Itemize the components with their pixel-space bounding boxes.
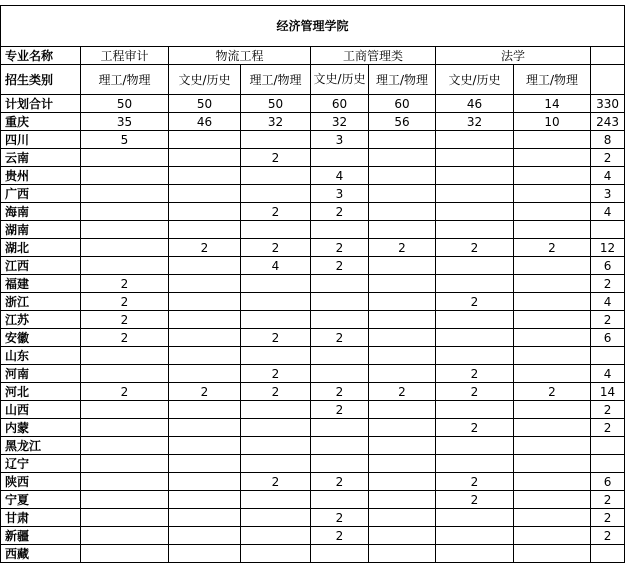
quota-cell: [169, 419, 241, 437]
table-row: [1, 257, 625, 275]
row-label: 浙江: [1, 293, 81, 311]
quota-cell: [436, 311, 514, 329]
quota-cell: 35: [81, 113, 169, 131]
quota-cell: 2: [436, 239, 514, 257]
row-total-cell: [591, 347, 625, 365]
quota-cell: [436, 545, 514, 563]
table-row: [1, 131, 625, 149]
quota-cell: 2: [241, 239, 311, 257]
quota-cell: 2: [241, 365, 311, 383]
quota-cell: 2: [436, 491, 514, 509]
quota-cell: [81, 149, 169, 167]
row-label: 重庆: [1, 113, 81, 131]
quota-cell: 32: [241, 113, 311, 131]
quota-cell: [369, 365, 436, 383]
quota-cell: [241, 293, 311, 311]
quota-cell: [369, 275, 436, 293]
table-row: [1, 437, 625, 455]
row-total-cell: 4: [591, 365, 625, 383]
quota-cell: 2: [81, 311, 169, 329]
table-row: [1, 365, 625, 383]
quota-cell: [514, 221, 591, 239]
row-label: 内蒙: [1, 419, 81, 437]
quota-cell: [436, 149, 514, 167]
row-label: 黑龙江: [1, 437, 81, 455]
quota-cell: [369, 491, 436, 509]
quota-cell: [369, 311, 436, 329]
row-total-cell: [591, 455, 625, 473]
quota-cell: [436, 329, 514, 347]
row-total-cell: 6: [591, 473, 625, 491]
table-row: [1, 185, 625, 203]
table-row: [1, 527, 625, 545]
quota-cell: 2: [369, 383, 436, 401]
quota-cell: [369, 257, 436, 275]
table-row: [1, 509, 625, 527]
quota-cell: 2: [311, 401, 369, 419]
quota-cell: [81, 185, 169, 203]
quota-cell: [436, 401, 514, 419]
quota-cell: [81, 545, 169, 563]
quota-cell: [369, 203, 436, 221]
row-total-cell: [591, 437, 625, 455]
quota-cell: 50: [81, 95, 169, 113]
row-label: 河南: [1, 365, 81, 383]
major-header-label: 专业名称: [1, 47, 81, 65]
row-total-cell: 6: [591, 329, 625, 347]
quota-cell: [311, 437, 369, 455]
title-row: [1, 6, 625, 47]
quota-cell: 2: [81, 383, 169, 401]
row-label: 河北: [1, 383, 81, 401]
quota-cell: [369, 347, 436, 365]
quota-cell: [241, 509, 311, 527]
quota-cell: [514, 329, 591, 347]
quota-cell: [81, 239, 169, 257]
quota-cell: 3: [311, 185, 369, 203]
quota-cell: [169, 347, 241, 365]
row-total-cell: 14: [591, 383, 625, 401]
table-row: [1, 149, 625, 167]
table-row: [1, 401, 625, 419]
row-label: 云南: [1, 149, 81, 167]
quota-cell: [514, 203, 591, 221]
quota-cell: [369, 437, 436, 455]
sheet-title: 经济管理学院: [1, 6, 625, 47]
quota-cell: [436, 221, 514, 239]
quota-cell: 3: [311, 131, 369, 149]
major-header-row: [1, 47, 625, 65]
quota-cell: [514, 185, 591, 203]
quota-cell: [369, 149, 436, 167]
quota-cell: [369, 419, 436, 437]
quota-cell: 32: [436, 113, 514, 131]
quota-cell: [241, 185, 311, 203]
quota-cell: [169, 437, 241, 455]
quota-cell: [436, 185, 514, 203]
quota-cell: [81, 167, 169, 185]
quota-cell: 2: [241, 383, 311, 401]
row-total-cell: 2: [591, 509, 625, 527]
row-label: 安徽: [1, 329, 81, 347]
table-row: [1, 329, 625, 347]
row-label: 湖南: [1, 221, 81, 239]
quota-cell: 60: [311, 95, 369, 113]
major-header-cell: 工商管理类: [311, 47, 436, 65]
row-label: 江苏: [1, 311, 81, 329]
row-total-cell: 2: [591, 149, 625, 167]
row-label: 四川: [1, 131, 81, 149]
quota-cell: [169, 401, 241, 419]
quota-cell: 2: [241, 149, 311, 167]
row-label: 广西: [1, 185, 81, 203]
quota-cell: [514, 365, 591, 383]
quota-cell: 2: [311, 527, 369, 545]
quota-cell: [169, 131, 241, 149]
row-total-cell: 2: [591, 401, 625, 419]
row-label: 海南: [1, 203, 81, 221]
quota-cell: 2: [436, 365, 514, 383]
quota-cell: [436, 509, 514, 527]
table-row: [1, 293, 625, 311]
row-total-cell: 12: [591, 239, 625, 257]
admissions-plan-table: [0, 5, 625, 563]
quota-cell: 2: [169, 239, 241, 257]
quota-cell: [311, 221, 369, 239]
row-label: 江西: [1, 257, 81, 275]
quota-cell: 2: [81, 275, 169, 293]
quota-cell: [311, 275, 369, 293]
quota-cell: [436, 347, 514, 365]
quota-cell: [311, 311, 369, 329]
quota-cell: 2: [311, 383, 369, 401]
quota-cell: [81, 509, 169, 527]
row-total-cell: 2: [591, 527, 625, 545]
quota-cell: [81, 491, 169, 509]
quota-cell: [369, 455, 436, 473]
quota-cell: [241, 419, 311, 437]
quota-cell: [514, 473, 591, 491]
quota-cell: 4: [241, 257, 311, 275]
row-total-cell: 2: [591, 491, 625, 509]
quota-cell: [241, 347, 311, 365]
table-row: [1, 419, 625, 437]
table-row: [1, 311, 625, 329]
quota-cell: [241, 401, 311, 419]
total-category-cell: [591, 65, 625, 95]
table-row: [1, 275, 625, 293]
quota-cell: [81, 473, 169, 491]
quota-cell: [514, 131, 591, 149]
quota-cell: 2: [514, 383, 591, 401]
row-label: 贵州: [1, 167, 81, 185]
quota-cell: 32: [311, 113, 369, 131]
row-label: 辽宁: [1, 455, 81, 473]
quota-cell: [514, 437, 591, 455]
quota-cell: [241, 167, 311, 185]
table-row: [1, 203, 625, 221]
quota-cell: 2: [241, 329, 311, 347]
quota-cell: 2: [311, 239, 369, 257]
row-total-cell: 6: [591, 257, 625, 275]
quota-cell: [241, 545, 311, 563]
table-row: [1, 455, 625, 473]
quota-cell: [81, 527, 169, 545]
quota-cell: 50: [241, 95, 311, 113]
quota-cell: [369, 167, 436, 185]
quota-cell: [514, 257, 591, 275]
row-label: 新疆: [1, 527, 81, 545]
quota-cell: [514, 419, 591, 437]
category-header-cell: 文史/历史: [436, 65, 514, 95]
quota-cell: [169, 257, 241, 275]
quota-cell: 2: [436, 473, 514, 491]
quota-cell: 14: [514, 95, 591, 113]
quota-cell: [241, 455, 311, 473]
category-header-cell: 理工/物理: [81, 65, 169, 95]
quota-cell: [241, 437, 311, 455]
quota-cell: [241, 311, 311, 329]
quota-cell: [369, 527, 436, 545]
quota-cell: 4: [311, 167, 369, 185]
category-header-row: [1, 65, 625, 95]
quota-cell: [169, 365, 241, 383]
quota-cell: [311, 365, 369, 383]
quota-cell: 10: [514, 113, 591, 131]
row-total-cell: 243: [591, 113, 625, 131]
quota-cell: [311, 455, 369, 473]
table-row: [1, 473, 625, 491]
quota-cell: [369, 545, 436, 563]
category-header-cell: 理工/物理: [241, 65, 311, 95]
quota-cell: 2: [436, 383, 514, 401]
row-label: 西藏: [1, 545, 81, 563]
quota-cell: [436, 455, 514, 473]
row-total-cell: 2: [591, 419, 625, 437]
row-total-cell: 2: [591, 275, 625, 293]
quota-cell: 2: [81, 329, 169, 347]
quota-cell: 56: [369, 113, 436, 131]
quota-cell: [241, 131, 311, 149]
quota-cell: [311, 491, 369, 509]
quota-cell: 2: [169, 383, 241, 401]
quota-cell: [169, 473, 241, 491]
quota-cell: [241, 275, 311, 293]
quota-cell: [311, 347, 369, 365]
quota-cell: 46: [436, 95, 514, 113]
quota-cell: [514, 545, 591, 563]
row-label: 宁夏: [1, 491, 81, 509]
quota-cell: 2: [311, 473, 369, 491]
quota-cell: [369, 131, 436, 149]
quota-cell: [436, 203, 514, 221]
quota-cell: [369, 221, 436, 239]
quota-cell: [169, 311, 241, 329]
row-total-cell: 4: [591, 203, 625, 221]
row-label: 计划合计: [1, 95, 81, 113]
total-header-cell: [591, 47, 625, 65]
major-header-cell: 工程审计: [81, 47, 169, 65]
row-total-cell: [591, 545, 625, 563]
quota-cell: [81, 437, 169, 455]
table-row: [1, 491, 625, 509]
quota-cell: 2: [241, 203, 311, 221]
table-row: [1, 545, 625, 563]
quota-cell: [514, 527, 591, 545]
row-total-cell: [591, 221, 625, 239]
quota-cell: 2: [81, 293, 169, 311]
quota-cell: [369, 185, 436, 203]
row-total-cell: 3: [591, 185, 625, 203]
quota-cell: [369, 293, 436, 311]
quota-cell: [169, 527, 241, 545]
quota-cell: [169, 275, 241, 293]
row-total-cell: 4: [591, 167, 625, 185]
quota-cell: [369, 401, 436, 419]
quota-cell: [369, 329, 436, 347]
quota-cell: [311, 293, 369, 311]
row-total-cell: 4: [591, 293, 625, 311]
quota-cell: 2: [311, 509, 369, 527]
quota-cell: 2: [436, 419, 514, 437]
row-label: 山西: [1, 401, 81, 419]
quota-cell: [169, 329, 241, 347]
table-row: [1, 239, 625, 257]
quota-cell: [514, 401, 591, 419]
quota-cell: [514, 149, 591, 167]
quota-cell: [81, 203, 169, 221]
major-header-cell: 法学: [436, 47, 591, 65]
quota-cell: [169, 185, 241, 203]
quota-cell: [311, 545, 369, 563]
quota-cell: [241, 221, 311, 239]
quota-cell: [436, 275, 514, 293]
quota-cell: [514, 509, 591, 527]
table-row: [1, 95, 625, 113]
quota-cell: [514, 293, 591, 311]
category-header-cell: 文史/历史: [169, 65, 241, 95]
quota-cell: [311, 419, 369, 437]
quota-cell: [436, 257, 514, 275]
quota-cell: 2: [311, 203, 369, 221]
quota-cell: [81, 221, 169, 239]
quota-cell: [81, 257, 169, 275]
row-label: 陕西: [1, 473, 81, 491]
quota-cell: 2: [311, 329, 369, 347]
quota-cell: 46: [169, 113, 241, 131]
category-header-cell: 文史/历史: [311, 65, 369, 95]
table-row: [1, 221, 625, 239]
quota-cell: [514, 311, 591, 329]
quota-cell: [169, 167, 241, 185]
quota-cell: 60: [369, 95, 436, 113]
quota-cell: [241, 491, 311, 509]
quota-cell: [311, 149, 369, 167]
quota-cell: [169, 491, 241, 509]
quota-cell: 50: [169, 95, 241, 113]
category-header-cell: 理工/物理: [514, 65, 591, 95]
quota-cell: 2: [241, 473, 311, 491]
quota-cell: [514, 491, 591, 509]
row-total-cell: 8: [591, 131, 625, 149]
quota-cell: [169, 455, 241, 473]
quota-cell: [436, 437, 514, 455]
quota-cell: [169, 149, 241, 167]
quota-cell: [81, 455, 169, 473]
quota-cell: 2: [436, 293, 514, 311]
quota-cell: [169, 293, 241, 311]
quota-cell: [169, 545, 241, 563]
quota-cell: 2: [311, 257, 369, 275]
quota-cell: 5: [81, 131, 169, 149]
quota-cell: [436, 527, 514, 545]
quota-cell: [514, 275, 591, 293]
quota-cell: [514, 347, 591, 365]
quota-cell: [81, 419, 169, 437]
table-row: [1, 167, 625, 185]
table-row: [1, 383, 625, 401]
quota-cell: [169, 509, 241, 527]
quota-cell: [241, 527, 311, 545]
row-label: 湖北: [1, 239, 81, 257]
row-total-cell: 2: [591, 311, 625, 329]
quota-cell: [514, 455, 591, 473]
quota-cell: [81, 347, 169, 365]
quota-cell: [81, 401, 169, 419]
row-label: 福建: [1, 275, 81, 293]
category-header-cell: 理工/物理: [369, 65, 436, 95]
quota-cell: [369, 473, 436, 491]
category-header-label: 招生类别: [1, 65, 81, 95]
major-header-cell: 物流工程: [169, 47, 311, 65]
quota-cell: [436, 131, 514, 149]
quota-cell: [436, 167, 514, 185]
table-row: [1, 113, 625, 131]
row-total-cell: 330: [591, 95, 625, 113]
quota-cell: 2: [369, 239, 436, 257]
quota-cell: [514, 167, 591, 185]
table-row: [1, 347, 625, 365]
row-label: 甘肃: [1, 509, 81, 527]
quota-cell: 2: [514, 239, 591, 257]
quota-cell: [169, 221, 241, 239]
quota-cell: [169, 203, 241, 221]
row-label: 山东: [1, 347, 81, 365]
quota-cell: [369, 509, 436, 527]
quota-cell: [81, 365, 169, 383]
